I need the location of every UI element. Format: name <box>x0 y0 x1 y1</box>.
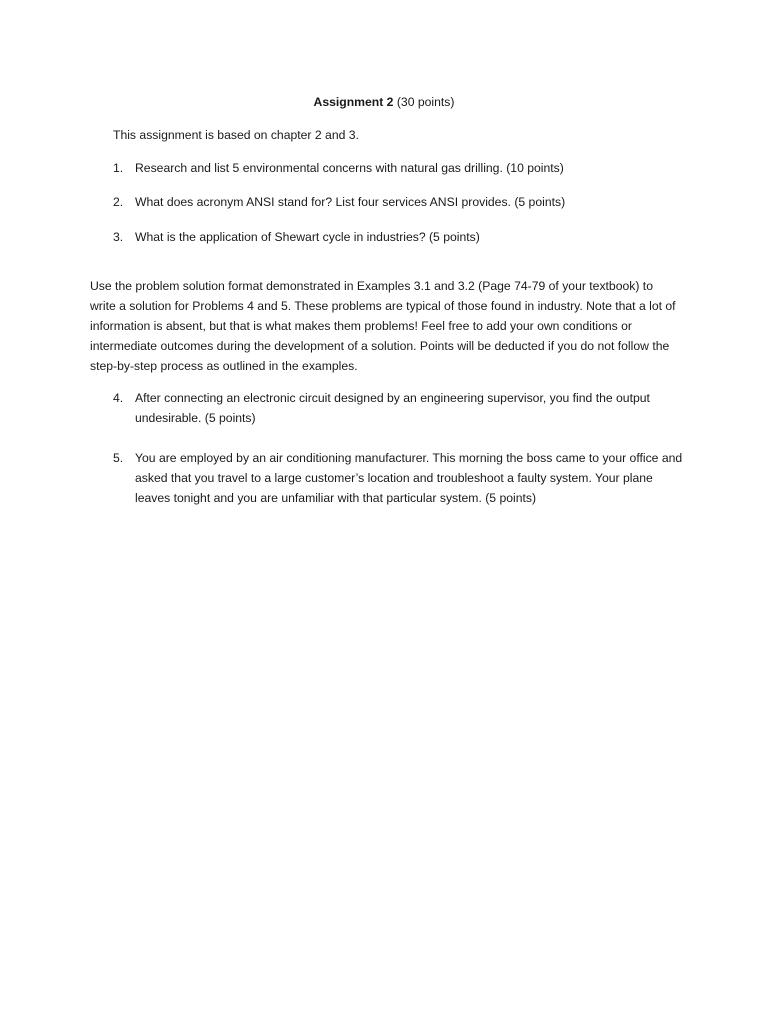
problem-text: After connecting an electronic circuit designed by an engineering supervisor, you find the output undesirable. (5 points) <box>135 391 650 425</box>
problem-text: You are employed by an air conditioning manufacturer. This morning the boss came to your office and asked that you travel to a large customer’s location and troubleshoot a faulty system. Your plane leaves tonight and you are unfamiliar with that particular system. (5 points) <box>135 451 683 505</box>
list-item <box>113 192 683 212</box>
list-number: 2. <box>113 195 124 209</box>
list-item <box>113 227 683 247</box>
problem-list <box>113 388 683 508</box>
list-number: 3. <box>113 230 124 244</box>
list-number: 1. <box>113 161 124 175</box>
list-item <box>113 388 683 428</box>
list-item <box>113 448 683 508</box>
assignment-title-bold: Assignment 2 <box>313 95 394 109</box>
question-text: Research and list 5 environmental concerns with natural gas drilling. (10 points) <box>135 161 564 175</box>
list-number: 4. <box>113 391 124 405</box>
question-list <box>113 158 683 247</box>
list-item <box>113 158 683 178</box>
question-text: What does acronym ANSI stand for? List four services ANSI provides. (5 points) <box>135 195 566 209</box>
question-text: What is the application of Shewart cycle in industries? (5 points) <box>135 230 480 244</box>
instructions-paragraph: Use the problem solution format demonstrated in Examples 3.1 and 3.2 (Page 74-79 of your textbook) to write a solution for Problems 4 and 5. These problems are typical of those found in industry. Note that a lot of information is absent, but that is what makes them problems! Feel free to add your own conditions or intermediate outcomes during the development of a solution. Points will be deducted if you do not follow the step-by-step process as outlined in the examples. <box>90 279 676 373</box>
assignment-title-points: (30 points) <box>393 95 455 109</box>
assignment-title <box>0 94 768 110</box>
intro-text: This assignment is based on chapter 2 and 3. <box>113 128 359 142</box>
list-number: 5. <box>113 451 124 465</box>
